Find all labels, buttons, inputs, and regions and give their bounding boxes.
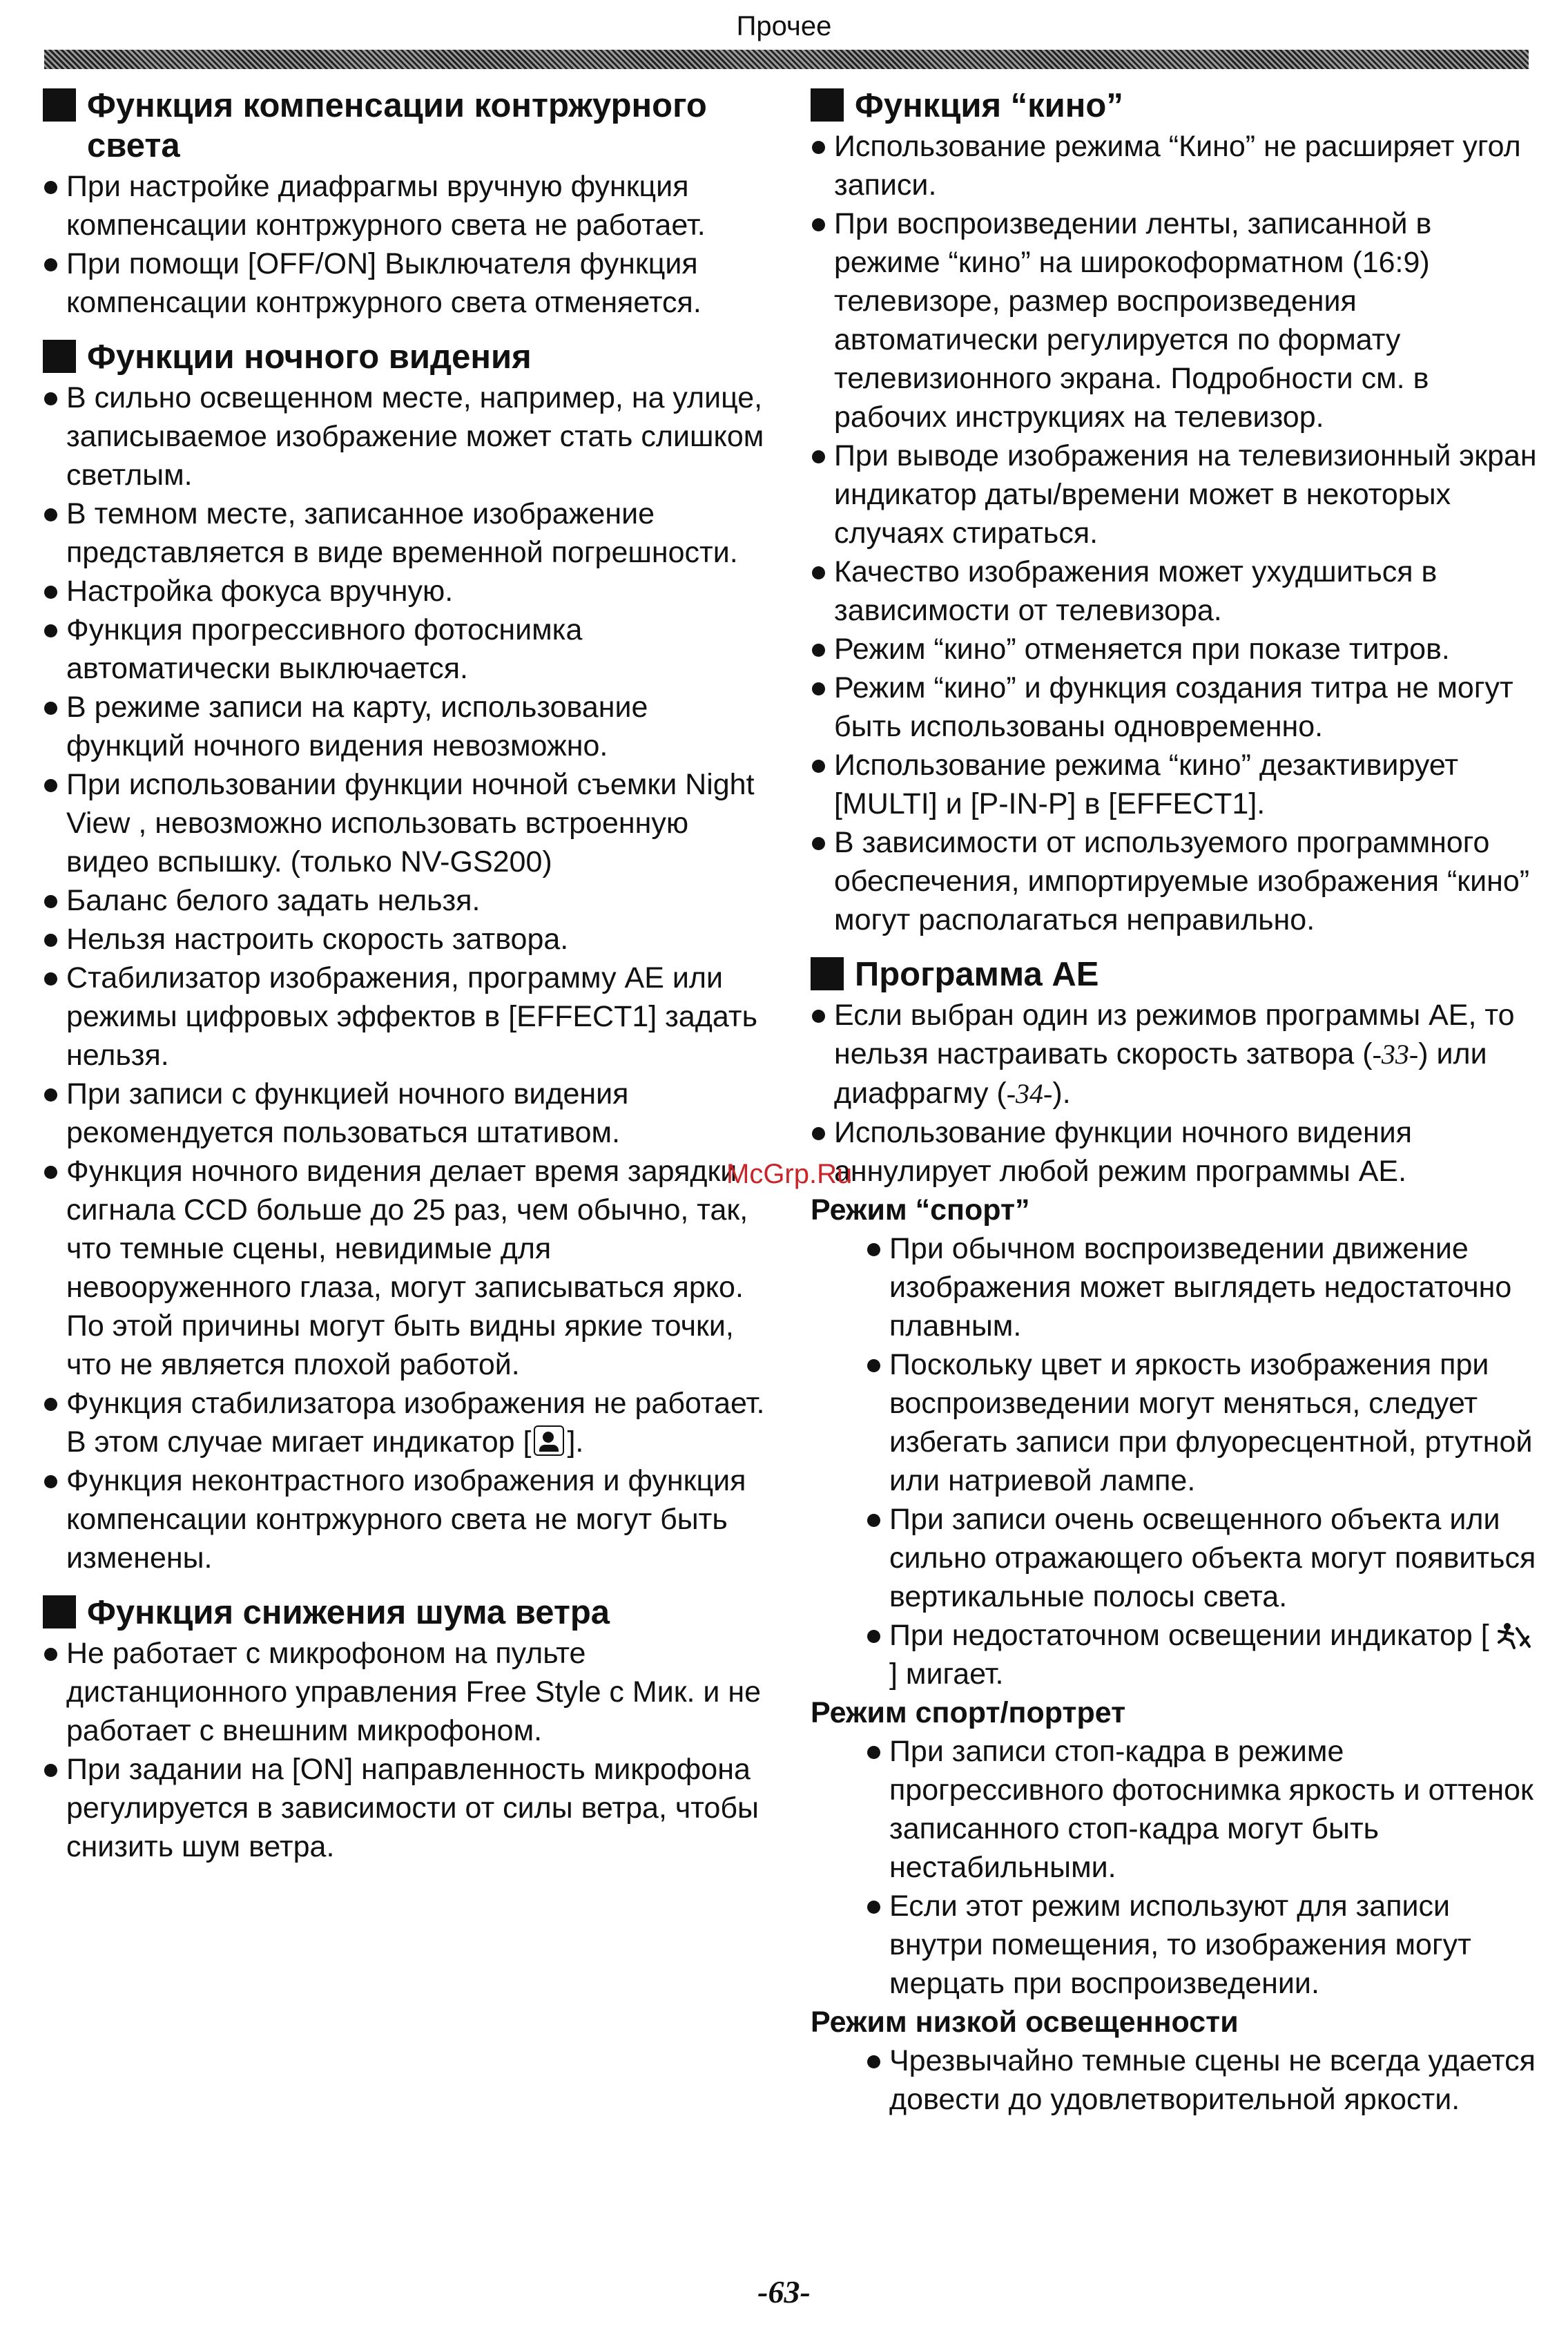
list-item: Функция стабилизатора изображения не работает. В этом случае мигает индикатор [ ]. bbox=[43, 1384, 771, 1461]
section-night-view bbox=[43, 337, 771, 1577]
heading-square-icon bbox=[43, 1595, 76, 1628]
list-item: Баланс белого задать нельзя. bbox=[43, 881, 771, 920]
list-item: Качество изображения может ухудшиться в зависимости от телевизора. bbox=[811, 552, 1542, 630]
page-reference[interactable]: -33- bbox=[1372, 1039, 1419, 1070]
section-heading: Функция снижения шума ветра bbox=[43, 1593, 771, 1633]
watermark: McGrp.Ru bbox=[726, 1159, 853, 1189]
section-wind-noise bbox=[43, 1593, 771, 1866]
list-item: Не работает с микрофоном на пульте дистанционного управления Free Style с Мик. и не работает с внешним микрофоном. bbox=[43, 1634, 771, 1750]
stabilizer-icon bbox=[534, 1425, 564, 1456]
bullet-list bbox=[811, 127, 1542, 939]
list-item: Режим “кино” и функция создания титра не могут быть использованы одновременно. bbox=[811, 669, 1542, 746]
list-item: При выводе изображения на телевизионный экран индикатор даты/времени может в некоторых случаях стираться. bbox=[811, 436, 1542, 552]
section-heading: Функции ночного видения bbox=[43, 337, 771, 377]
list-item: Чрезвычайно темные сцены не всегда удается довести до удовлетворительной яркости. bbox=[866, 2041, 1542, 2119]
section-program-ae bbox=[811, 954, 1542, 2119]
heading-square-icon bbox=[811, 957, 844, 990]
list-item: Функция прогрессивного фотоснимка автоматически выключается. bbox=[43, 611, 771, 688]
list-item: В зависимости от используемого программного обеспечения, импортируемые изображения “кино” могут располагаться неправильно. bbox=[811, 823, 1542, 939]
page-reference[interactable]: -34- bbox=[1006, 1078, 1053, 1109]
bullet-list bbox=[43, 1634, 771, 1866]
bullet-list bbox=[811, 1732, 1542, 2003]
section-heading: Функция компенсации контржурного света bbox=[43, 86, 771, 166]
list-item: Использование функции ночного видения аннулирует любой режим программы AE. bbox=[811, 1113, 1542, 1191]
list-item: Функция неконтрастного изображения и функция компенсации контржурного света не могут быть изменены. bbox=[43, 1461, 771, 1577]
heading-square-icon bbox=[43, 340, 76, 373]
list-item: При недостаточном освещении индикатор [] мигает. bbox=[866, 1616, 1542, 1693]
section-cinema bbox=[811, 86, 1542, 939]
list-item: В режиме записи на карту, использование функций ночного видения невозможно. bbox=[43, 688, 771, 765]
heading-square-icon bbox=[811, 88, 844, 122]
list-item: Настройка фокуса вручную. bbox=[43, 572, 771, 611]
sport-mode-icon bbox=[1493, 1622, 1532, 1649]
bullet-list bbox=[43, 167, 771, 322]
list-item: Стабилизатор изображения, программу AE или режимы цифровых эффектов в [EFFECT1] задать нельзя. bbox=[43, 959, 771, 1075]
list-item: Поскольку цвет и яркость изображения при воспроизведении могут меняться, следует избегать записи при флуоресцентной, ртутной или натриевой лампе. bbox=[866, 1345, 1542, 1500]
list-item: Если этот режим используют для записи внутри помещения, то изображения могут мерцать при воспроизведении. bbox=[866, 1887, 1542, 2003]
list-item: При помощи [OFF/ON] Выключателя функция компенсации контржурного света отменяется. bbox=[43, 244, 771, 322]
page-header: Прочее bbox=[736, 11, 832, 41]
list-item: В сильно освещенном месте, например, на улице, записываемое изображение может стать слишком светлым. bbox=[43, 378, 771, 494]
subsection-title: Режим “спорт” bbox=[811, 1193, 1030, 1227]
section-heading: Функция “кино” bbox=[811, 86, 1542, 126]
list-item: При записи очень освещенного объекта или сильно отражающего объекта могут появиться вертикальные полосы света. bbox=[866, 1500, 1542, 1616]
left-column bbox=[43, 86, 771, 1866]
bullet-list bbox=[811, 1229, 1542, 1693]
list-item: При обычном воспроизведении движение изображения может выглядеть недостаточно плавным. bbox=[866, 1229, 1542, 1345]
bullet-list bbox=[811, 2041, 1542, 2119]
list-item: Использование режима “Кино” не расширяет угол записи. bbox=[811, 127, 1542, 204]
list-item: При записи стоп-кадра в режиме прогрессивного фотоснимка яркость и оттенок записанного стоп-кадра могут быть нестабильными. bbox=[866, 1732, 1542, 1887]
list-item: В темном месте, записанное изображение представляется в виде временной погрешности. bbox=[43, 494, 771, 572]
section-backlight bbox=[43, 86, 771, 322]
right-column bbox=[811, 86, 1542, 2119]
bullet-list bbox=[43, 378, 771, 1577]
list-item: При записи с функцией ночного видения рекомендуется пользоваться штативом. bbox=[43, 1075, 771, 1152]
heading-square-icon bbox=[43, 88, 76, 122]
bullet-list bbox=[811, 996, 1542, 1191]
list-item: Нельзя настроить скорость затвора. bbox=[43, 920, 771, 959]
list-item: Использование режима “кино” дезактивирует [MULTI] и [P-IN-P] в [EFFECT1]. bbox=[811, 746, 1542, 823]
list-item: Если выбран один из режимов программы AE, то нельзя настраивать скорость затвора (-33-) или диафрагму (-34-). bbox=[811, 996, 1542, 1113]
list-item: При воспроизведении ленты, записанной в режиме “кино” на широкоформатном (16:9) телевизоре, размер воспроизведения автоматически регулируется по формату телевизионного экрана. Подробности см. в рабочих инструкциях на телевизор. bbox=[811, 204, 1542, 436]
section-heading: Программа AE bbox=[811, 954, 1542, 994]
list-item: При настройке диафрагмы вручную функция компенсации контржурного света не работает. bbox=[43, 167, 771, 244]
list-item: Функция ночного видения делает время зарядки сигнала CCD больше до 25 раз, чем обычно, так, что темные сцены, невидимые для невооруженного глаза, могут записываться ярко. По этой причины могут быть видны яркие точки, что не является плохой работой. bbox=[43, 1152, 771, 1384]
subsection-title: Режим спорт/портрет bbox=[811, 1696, 1126, 1729]
header-band bbox=[44, 50, 1529, 69]
list-item: При использовании функции ночной съемки Night View , невозможно использовать встроенную видео вспышку. (только NV-GS200) bbox=[43, 765, 771, 881]
list-item: При задании на [ON] направленность микрофона регулируется в зависимости от силы ветра, чтобы снизить шум ветра. bbox=[43, 1750, 771, 1866]
list-item: Режим “кино” отменяется при показе титров. bbox=[811, 630, 1542, 669]
subsection-title: Режим низкой освещенности bbox=[811, 2006, 1239, 2039]
page-number: -63- bbox=[757, 2274, 811, 2309]
